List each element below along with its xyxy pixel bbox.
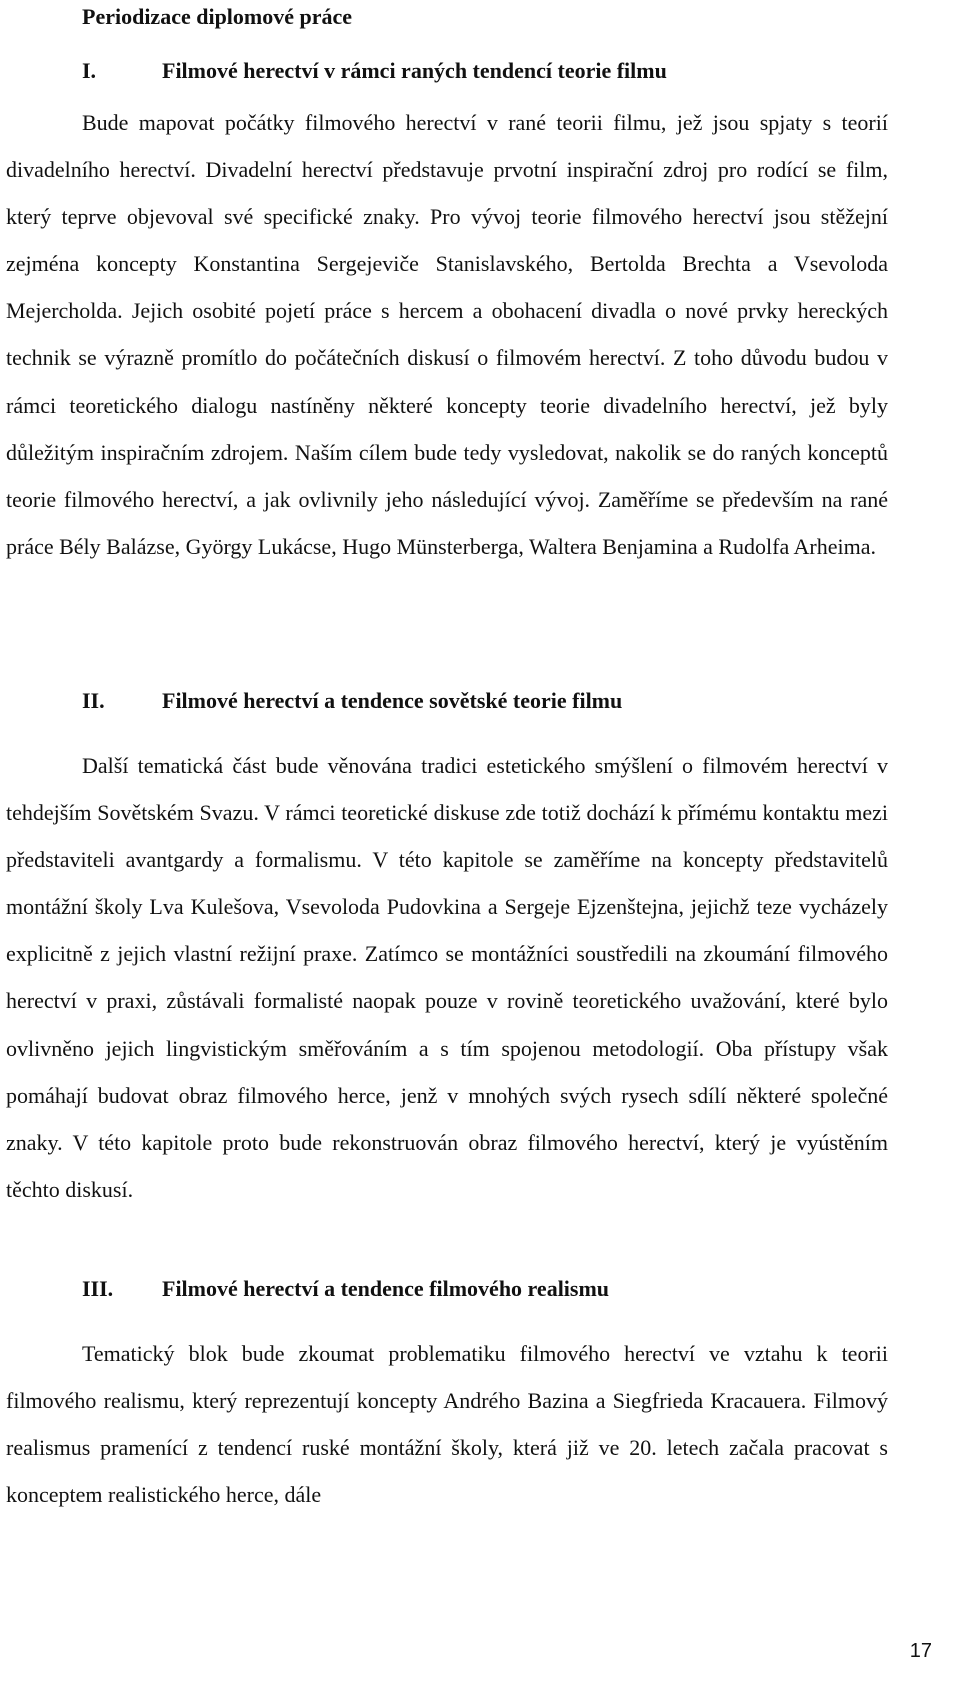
section-heading-1 xyxy=(82,58,667,84)
section-paragraph-2: Další tematická část bude věnována tradici estetického smýšlení o filmovém herectví v tehdejším Sovětském Svazu. V rámci teoretické diskuse zde totiž dochází k přímému kontaktu mezi představiteli avantgardy a formalismu. V této kapitole se zaměříme na koncepty představitelů montážní školy Lva Kulešova, Vsevoloda Pudovkina a Sergeje Ejzenštejna, jejichž teze vycházely explicitně z jejich vlastní režijní praxe. Zatímco se montážníci soustředili na zkoumání filmového herectví v praxi, zůstávali formalisté naopak pouze v rovině teoretického uvažování, které bylo ovlivněno jejich lingvistickým směřováním a s tím spojenou metodologií. Oba přístupy však pomáhají budovat obraz filmového herce, jenž v mnohých svých rysech sdílí některé společné znaky. V této kapitole proto bude rekonstruován obraz filmového herectví, který je vyústěním těchto diskusí. xyxy=(6,753,888,1202)
section-title: Filmové herectví v rámci raných tendencí teorie filmu xyxy=(162,58,667,83)
section-number: I. xyxy=(82,58,97,83)
section-paragraph-3: Tematický blok bude zkoumat problematiku filmového herectví ve vztahu k teorii filmového realismu, který reprezentují koncepty Andrého Bazina a Siegfrieda Kracauera. Filmový realismus pramenící z tendencí ruské montážní školy, která již ve 20. letech začala pracovat s konceptem realistického herce, dále xyxy=(6,1341,888,1508)
section-number: II. xyxy=(82,688,105,713)
section-paragraph-1: Bude mapovat počátky filmového herectví v rané teorii filmu, jež jsou spjaty s teorií divadelního herectví. Divadelní herectví představuje prvotní inspirační zdroj pro rodící se film, který teprve objevoval své specifické znaky. Pro vývoj teorie filmového herectví jsou stěžejní zejména koncepty Konstantina Sergejeviče Stanislavského, Bertolda Brechta a Vsevoloda Mejercholda. Jejich osobité pojetí práce s hercem a obohacení divadla o nové prvky hereckých technik se výrazně promítlo do počátečních diskusí o filmovém herectví. Z toho důvodu budou v rámci teoretického dialogu nastíněny některé koncepty teorie divadelního herectví, jež byly důležitým inspiračním zdrojem. Naším cílem bude tedy vysledovat, nakolik se do raných konceptů teorie filmového herectví, a jak ovlivnily jeho následující vývoj. Zaměříme se především na rané práce Bély Balázse, György Lukácse, Hugo Münsterberga, Waltera Benjamina a Rudolfa Arheima. xyxy=(6,110,888,559)
page-number: 17 xyxy=(909,1640,932,1662)
document-title: Periodizace diplomové práce xyxy=(82,4,353,29)
section-title: Filmové herectví a tendence filmového realismu xyxy=(162,1276,610,1301)
section-number: III. xyxy=(82,1276,114,1301)
section-title: Filmové herectví a tendence sovětské teorie filmu xyxy=(162,688,623,713)
section-heading-3 xyxy=(82,1276,609,1302)
section-heading-2 xyxy=(82,688,622,714)
